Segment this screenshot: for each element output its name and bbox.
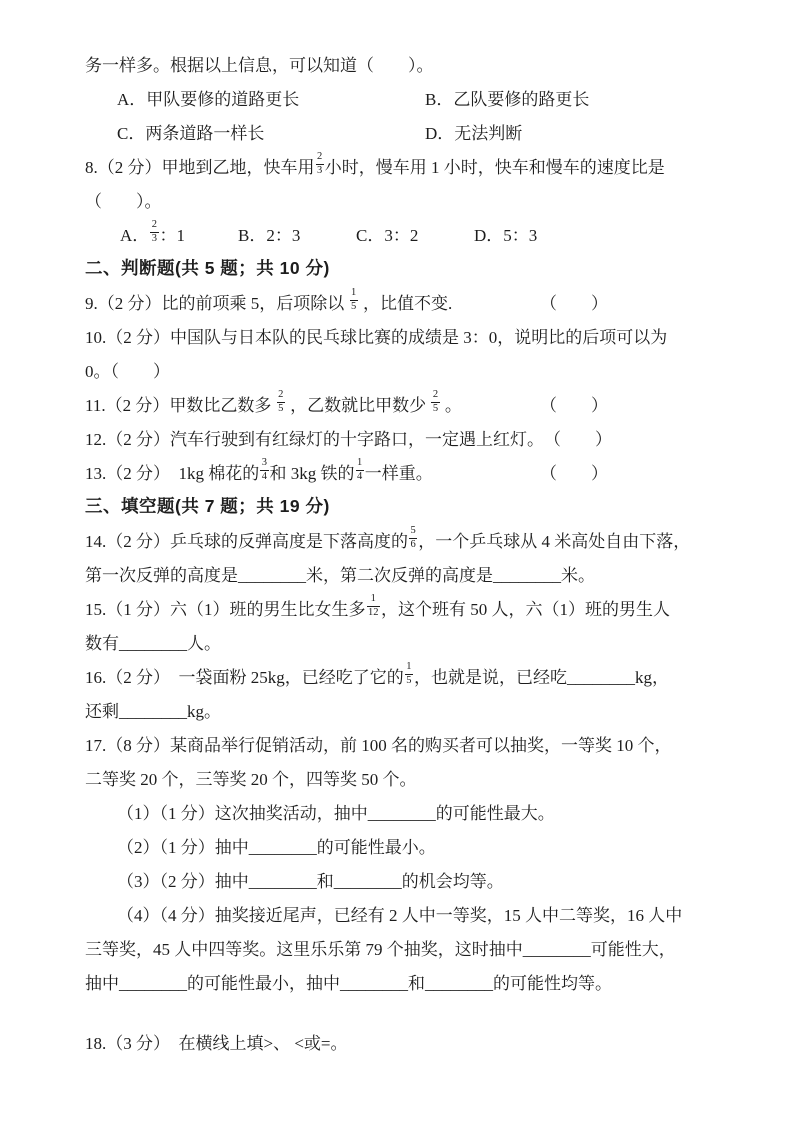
text-segment: （2）（1 分）抽中________的可能性最小。 [117,837,436,857]
text-segment: B．2：3 [238,225,301,245]
answer-bracket: （ ） [540,395,608,415]
text-segment: 小时，慢车用 1 小时，快车和慢车的速度比是 [324,157,665,177]
text-segment: 三、填空题(共 7 题；共 19 分) [85,495,330,516]
text-segment: 11.（2 分）甲数比乙数多 [85,395,276,415]
fraction-numerator: 2 [432,389,439,401]
text-segment: ，也就是说，已经吃________kg， [414,667,669,687]
fraction-denominator: 3 [151,232,158,244]
fraction-numerator: 1 [351,287,357,299]
q17-sub2-line [85,828,713,862]
text-segment: 17.（8 分）某商品举行促销活动，前 100 名的购买者可以抽奖，一等奖 10 个， [85,735,672,755]
q7-options-row-cd [85,114,713,148]
fraction-numerator: 2 [317,151,323,163]
q17-sub4-line1 [85,896,713,930]
q17-sub4-line2 [85,930,713,964]
fraction [277,389,285,415]
text-segment: 9.（2 分）比的前项乘 5，后项除以 [85,293,349,313]
text-segment: 二、判断题(共 5 题；共 10 分) [85,257,330,278]
fraction [316,151,324,177]
text-segment: （1）（1 分）这次抽奖活动，抽中________的可能性最大。 [117,803,555,823]
text-segment: 10.（2 分）中国队与日本队的民乓球比赛的成绩是 3：0，说明比的后项可以为 [85,327,668,347]
text-segment: 数有________人。 [85,633,221,653]
q15-line1 [85,590,713,624]
text-segment: 0。（ ） [85,361,170,381]
fraction [409,525,417,551]
q17-sub3-line [85,862,713,896]
q16-line2 [85,692,713,726]
text-segment: （3）（2 分）抽中________和________的机会均等。 [117,871,504,891]
fraction [431,389,439,415]
fraction-denominator: 6 [410,538,416,550]
text-segment: （ ）。 [85,191,162,211]
fraction [260,457,268,483]
text-segment: 14.（2 分）乒乓球的反弹高度是下落高度的 [85,531,408,551]
answer-bracket: （ ） [540,463,608,483]
fraction-numerator: 2 [278,389,284,401]
fraction-numerator: 1 [370,593,376,605]
option-item [425,119,522,144]
option-item [238,221,356,246]
option-item [474,221,537,246]
text-segment: 13.（2 分） 1kg 棉花的 [85,463,260,483]
fraction-denominator: 4 [357,470,363,482]
text-segment: 和 3kg 铁的 [269,463,355,483]
fraction-denominator: 5 [406,674,412,686]
text-segment: 抽中________的可能性最小，抽中________和________的可能性均等。 [85,973,612,993]
text-segment: C．3：2 [356,225,419,245]
text-segment: A．甲队要修的道路更长 [117,89,300,109]
q13-line [85,454,713,488]
blank-line [85,998,713,1024]
q16-line1 [85,658,713,692]
q12-line [85,420,713,454]
q8-options-row [85,216,713,250]
q17-line1 [85,726,713,760]
fraction [405,661,413,687]
text-segment: 15.（1 分）六（1）班的男生比女生多 [85,599,366,619]
q8-line2 [85,182,713,216]
text-segment: 16.（2 分） 一袋面粉 25kg，已经吃了它的 [85,667,404,687]
fraction [356,457,364,483]
q10-line1 [85,318,713,352]
fraction-denominator: 5 [278,402,284,414]
fraction-numerator: 1 [406,661,412,673]
text-segment: D．无法判断 [425,123,523,143]
fraction [350,287,358,313]
fraction [367,593,381,619]
text-segment: 。 [440,395,462,415]
document-body [85,46,713,1058]
text-segment: C．两条道路一样长 [117,123,265,143]
q8-line1 [85,148,713,182]
q11-line [85,386,713,420]
fraction-numerator: 2 [151,219,158,231]
q17-line2 [85,760,713,794]
q15-line2 [85,624,713,658]
q14-line1 [85,522,713,556]
text-segment: 12.（2 分）汽车行驶到有红绿灯的十字路口，一定遇上红灯。 [85,429,544,449]
text-segment: 还剩________kg。 [85,701,221,721]
text-segment: ，一个乒乓球从 4 米高处自由下落， [418,531,691,551]
text-segment: （4）（4 分）抽奖接近尾声，已经有 2 人中一等奖，15 人中二等奖，16 人中 [117,905,683,925]
text-segment: 8.（2 分）甲地到乙地，快车用 [85,157,315,177]
text-segment: 一样重。 [364,463,433,483]
text-segment: ，这个班有 50 人，六（1）班的男生人 [381,599,670,619]
q7-tail-line [85,46,713,80]
text-segment: ，乙数就比甲数少 [285,395,431,415]
text-segment: B．乙队要修的路更长 [425,89,590,109]
fraction-numerator: 1 [357,457,363,469]
q14-line2 [85,556,713,590]
option-item [117,119,425,144]
fraction [150,219,158,245]
q17-sub4-line3 [85,964,713,998]
text-segment: ：1 [159,225,186,245]
q7-options-row-ab [85,80,713,114]
text-segment: 三等奖，45 人中四等奖。这里乐乐第 79 个抽奖，这时抽中________可能性大， [85,939,676,959]
q17-sub1-line [85,794,713,828]
q18-line1 [85,1024,713,1058]
q9-line [85,284,713,318]
section2-heading [85,250,713,284]
fraction-denominator: 12 [368,606,379,618]
text-segment: 二等奖 20 个，三等奖 20 个，四等奖 50 个。 [85,769,417,789]
answer-bracket: （ ） [544,429,612,449]
q10-line2 [85,352,713,386]
text-segment: 务一样多。根据以上信息，可以知道（ ）。 [85,55,434,75]
fraction-numerator: 3 [261,457,267,469]
fraction-denominator: 5 [432,402,439,414]
fraction-denominator: 4 [261,470,267,482]
option-item [425,85,589,110]
text-segment: 第一次反弹的高度是________米，第二次反弹的高度是________米。 [85,565,595,585]
answer-bracket: （ ） [540,293,608,313]
fraction-denominator: 3 [317,164,323,176]
option-item [117,85,425,110]
fraction-denominator: 5 [351,300,357,312]
fraction-numerator: 5 [410,525,416,537]
section3-heading [85,488,713,522]
text-segment: ，比值不变. [358,293,453,313]
text-segment: A． [120,225,150,245]
text-segment: D．5：3 [474,225,538,245]
text-segment: 18.（3 分） 在横线上填>、 <或=。 [85,1033,348,1053]
option-item [120,220,238,246]
option-item [356,221,474,246]
